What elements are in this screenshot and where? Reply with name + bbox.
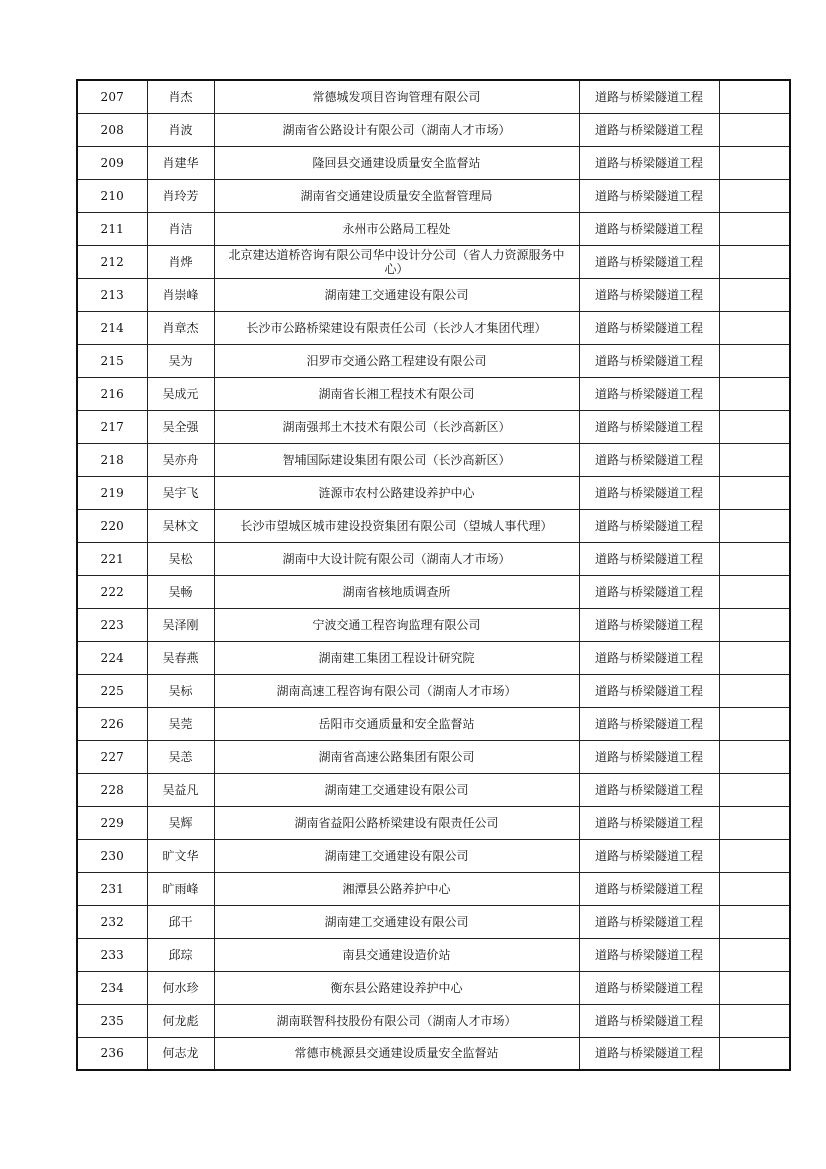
person-name-cell: 肖建华 bbox=[147, 146, 214, 179]
employer-cell: 汨罗市交通公路工程建设有限公司 bbox=[214, 344, 579, 377]
remark-cell bbox=[719, 1037, 790, 1070]
specialty-cell: 道路与桥梁隧道工程 bbox=[579, 905, 719, 938]
employer-cell: 永州市公路局工程处 bbox=[214, 212, 579, 245]
remark-cell bbox=[719, 245, 790, 278]
employer-cell: 湖南建工集团工程设计研究院 bbox=[214, 641, 579, 674]
remark-cell bbox=[719, 905, 790, 938]
remark-cell bbox=[719, 377, 790, 410]
person-name-cell: 吴成元 bbox=[147, 377, 214, 410]
person-name-cell: 吴辉 bbox=[147, 806, 214, 839]
table-row bbox=[77, 542, 790, 575]
employer-cell: 湖南省核地质调查所 bbox=[214, 575, 579, 608]
employer-cell: 湖南建工交通建设有限公司 bbox=[214, 905, 579, 938]
specialty-cell: 道路与桥梁隧道工程 bbox=[579, 707, 719, 740]
employer-cell: 湖南省交通建设质量安全监督管理局 bbox=[214, 179, 579, 212]
person-name-cell: 吴为 bbox=[147, 344, 214, 377]
table-row bbox=[77, 806, 790, 839]
person-name-cell: 吴莞 bbox=[147, 707, 214, 740]
specialty-cell: 道路与桥梁隧道工程 bbox=[579, 146, 719, 179]
remark-cell bbox=[719, 212, 790, 245]
row-number-cell: 231 bbox=[77, 872, 147, 905]
table-row bbox=[77, 344, 790, 377]
row-number-cell: 227 bbox=[77, 740, 147, 773]
remark-cell bbox=[719, 608, 790, 641]
row-number-cell: 212 bbox=[77, 245, 147, 278]
specialty-cell: 道路与桥梁隧道工程 bbox=[579, 674, 719, 707]
person-name-cell: 吴松 bbox=[147, 542, 214, 575]
remark-cell bbox=[719, 476, 790, 509]
specialty-cell: 道路与桥梁隧道工程 bbox=[579, 641, 719, 674]
remark-cell bbox=[719, 113, 790, 146]
table-row bbox=[77, 839, 790, 872]
employer-cell: 湖南高速工程咨询有限公司（湖南人才市场） bbox=[214, 674, 579, 707]
remark-cell bbox=[719, 839, 790, 872]
table-row bbox=[77, 740, 790, 773]
specialty-cell: 道路与桥梁隧道工程 bbox=[579, 872, 719, 905]
row-number-cell: 216 bbox=[77, 377, 147, 410]
remark-cell bbox=[719, 773, 790, 806]
table-row bbox=[77, 245, 790, 278]
person-name-cell: 吴益凡 bbox=[147, 773, 214, 806]
table-row bbox=[77, 212, 790, 245]
table-row bbox=[77, 773, 790, 806]
remark-cell bbox=[719, 146, 790, 179]
specialty-cell: 道路与桥梁隧道工程 bbox=[579, 938, 719, 971]
table-row bbox=[77, 146, 790, 179]
row-number-cell: 236 bbox=[77, 1037, 147, 1070]
row-number-cell: 234 bbox=[77, 971, 147, 1004]
person-name-cell: 吴畅 bbox=[147, 575, 214, 608]
person-name-cell: 何龙彪 bbox=[147, 1004, 214, 1037]
table-row bbox=[77, 971, 790, 1004]
table-row bbox=[77, 509, 790, 542]
person-name-cell: 吴恙 bbox=[147, 740, 214, 773]
table-row bbox=[77, 80, 790, 113]
remark-cell bbox=[719, 278, 790, 311]
person-name-cell: 吴泽刚 bbox=[147, 608, 214, 641]
table-row bbox=[77, 377, 790, 410]
table-row bbox=[77, 905, 790, 938]
remark-cell bbox=[719, 971, 790, 1004]
person-name-cell: 吴全强 bbox=[147, 410, 214, 443]
specialty-cell: 道路与桥梁隧道工程 bbox=[579, 740, 719, 773]
remark-cell bbox=[719, 443, 790, 476]
specialty-cell: 道路与桥梁隧道工程 bbox=[579, 806, 719, 839]
remark-cell bbox=[719, 542, 790, 575]
employer-cell: 湖南省公路设计有限公司（湖南人才市场） bbox=[214, 113, 579, 146]
person-name-cell: 邱琮 bbox=[147, 938, 214, 971]
person-name-cell: 肖洁 bbox=[147, 212, 214, 245]
table-row bbox=[77, 707, 790, 740]
specialty-cell: 道路与桥梁隧道工程 bbox=[579, 509, 719, 542]
person-name-cell: 吴林文 bbox=[147, 509, 214, 542]
row-number-cell: 221 bbox=[77, 542, 147, 575]
remark-cell bbox=[719, 311, 790, 344]
table-row bbox=[77, 872, 790, 905]
specialty-cell: 道路与桥梁隧道工程 bbox=[579, 377, 719, 410]
person-name-cell: 何水珍 bbox=[147, 971, 214, 1004]
specialty-cell: 道路与桥梁隧道工程 bbox=[579, 311, 719, 344]
row-number-cell: 207 bbox=[77, 80, 147, 113]
table-row bbox=[77, 641, 790, 674]
person-name-cell: 旷雨峰 bbox=[147, 872, 214, 905]
remark-cell bbox=[719, 872, 790, 905]
remark-cell bbox=[719, 1004, 790, 1037]
specialty-cell: 道路与桥梁隧道工程 bbox=[579, 278, 719, 311]
remark-cell bbox=[719, 80, 790, 113]
row-number-cell: 228 bbox=[77, 773, 147, 806]
remark-cell bbox=[719, 806, 790, 839]
remark-cell bbox=[719, 938, 790, 971]
employer-cell: 常德市桃源县交通建设质量安全监督站 bbox=[214, 1037, 579, 1070]
remark-cell bbox=[719, 707, 790, 740]
specialty-cell: 道路与桥梁隧道工程 bbox=[579, 773, 719, 806]
person-name-cell: 旷文华 bbox=[147, 839, 214, 872]
table-row bbox=[77, 443, 790, 476]
specialty-cell: 道路与桥梁隧道工程 bbox=[579, 971, 719, 1004]
person-name-cell: 吴宇飞 bbox=[147, 476, 214, 509]
row-number-cell: 215 bbox=[77, 344, 147, 377]
row-number-cell: 226 bbox=[77, 707, 147, 740]
employer-cell: 北京建达道桥咨询有限公司华中设计分公司（省人力资源服务中心） bbox=[214, 245, 579, 278]
employer-cell: 涟源市农村公路建设养护中心 bbox=[214, 476, 579, 509]
row-number-cell: 214 bbox=[77, 311, 147, 344]
roster-table bbox=[76, 79, 791, 1071]
person-name-cell: 肖杰 bbox=[147, 80, 214, 113]
row-number-cell: 222 bbox=[77, 575, 147, 608]
person-name-cell: 肖波 bbox=[147, 113, 214, 146]
row-number-cell: 224 bbox=[77, 641, 147, 674]
row-number-cell: 211 bbox=[77, 212, 147, 245]
specialty-cell: 道路与桥梁隧道工程 bbox=[579, 212, 719, 245]
employer-cell: 长沙市公路桥梁建设有限责任公司（长沙人才集团代理） bbox=[214, 311, 579, 344]
remark-cell bbox=[719, 641, 790, 674]
row-number-cell: 218 bbox=[77, 443, 147, 476]
specialty-cell: 道路与桥梁隧道工程 bbox=[579, 80, 719, 113]
employer-cell: 宁波交通工程咨询监理有限公司 bbox=[214, 608, 579, 641]
row-number-cell: 235 bbox=[77, 1004, 147, 1037]
row-number-cell: 232 bbox=[77, 905, 147, 938]
row-number-cell: 225 bbox=[77, 674, 147, 707]
specialty-cell: 道路与桥梁隧道工程 bbox=[579, 476, 719, 509]
employer-cell: 湖南省益阳公路桥梁建设有限责任公司 bbox=[214, 806, 579, 839]
table-row bbox=[77, 476, 790, 509]
employer-cell: 南县交通建设造价站 bbox=[214, 938, 579, 971]
specialty-cell: 道路与桥梁隧道工程 bbox=[579, 410, 719, 443]
employer-cell: 湖南中大设计院有限公司（湖南人才市场） bbox=[214, 542, 579, 575]
row-number-cell: 229 bbox=[77, 806, 147, 839]
remark-cell bbox=[719, 179, 790, 212]
employer-cell: 长沙市望城区城市建设投资集团有限公司（望城人事代理） bbox=[214, 509, 579, 542]
person-name-cell: 肖崇峰 bbox=[147, 278, 214, 311]
employer-cell: 湖南联智科技股份有限公司（湖南人才市场） bbox=[214, 1004, 579, 1037]
remark-cell bbox=[719, 410, 790, 443]
table-row bbox=[77, 410, 790, 443]
employer-cell: 湖南省长湘工程技术有限公司 bbox=[214, 377, 579, 410]
specialty-cell: 道路与桥梁隧道工程 bbox=[579, 1037, 719, 1070]
remark-cell bbox=[719, 509, 790, 542]
specialty-cell: 道路与桥梁隧道工程 bbox=[579, 608, 719, 641]
table-row bbox=[77, 608, 790, 641]
table-row bbox=[77, 278, 790, 311]
remark-cell bbox=[719, 674, 790, 707]
specialty-cell: 道路与桥梁隧道工程 bbox=[579, 839, 719, 872]
employer-cell: 湖南省高速公路集团有限公司 bbox=[214, 740, 579, 773]
row-number-cell: 219 bbox=[77, 476, 147, 509]
table-row bbox=[77, 938, 790, 971]
table-row bbox=[77, 311, 790, 344]
row-number-cell: 213 bbox=[77, 278, 147, 311]
person-name-cell: 肖章杰 bbox=[147, 311, 214, 344]
table-row bbox=[77, 674, 790, 707]
employer-cell: 隆回县交通建设质量安全监督站 bbox=[214, 146, 579, 179]
specialty-cell: 道路与桥梁隧道工程 bbox=[579, 245, 719, 278]
person-name-cell: 吴亦舟 bbox=[147, 443, 214, 476]
row-number-cell: 223 bbox=[77, 608, 147, 641]
table-row bbox=[77, 113, 790, 146]
employer-cell: 衡东县公路建设养护中心 bbox=[214, 971, 579, 1004]
specialty-cell: 道路与桥梁隧道工程 bbox=[579, 443, 719, 476]
row-number-cell: 220 bbox=[77, 509, 147, 542]
row-number-cell: 210 bbox=[77, 179, 147, 212]
employer-cell: 常德城发项目咨询管理有限公司 bbox=[214, 80, 579, 113]
row-number-cell: 233 bbox=[77, 938, 147, 971]
row-number-cell: 208 bbox=[77, 113, 147, 146]
remark-cell bbox=[719, 344, 790, 377]
specialty-cell: 道路与桥梁隧道工程 bbox=[579, 575, 719, 608]
person-name-cell: 何志龙 bbox=[147, 1037, 214, 1070]
person-name-cell: 肖烨 bbox=[147, 245, 214, 278]
table-row bbox=[77, 1037, 790, 1070]
person-name-cell: 吴春燕 bbox=[147, 641, 214, 674]
remark-cell bbox=[719, 575, 790, 608]
table-row bbox=[77, 1004, 790, 1037]
row-number-cell: 230 bbox=[77, 839, 147, 872]
specialty-cell: 道路与桥梁隧道工程 bbox=[579, 542, 719, 575]
employer-cell: 湖南强邦土木技术有限公司（长沙高新区） bbox=[214, 410, 579, 443]
table-row bbox=[77, 179, 790, 212]
specialty-cell: 道路与桥梁隧道工程 bbox=[579, 1004, 719, 1037]
specialty-cell: 道路与桥梁隧道工程 bbox=[579, 179, 719, 212]
person-name-cell: 肖玲芳 bbox=[147, 179, 214, 212]
specialty-cell: 道路与桥梁隧道工程 bbox=[579, 344, 719, 377]
employer-cell: 湘潭县公路养护中心 bbox=[214, 872, 579, 905]
row-number-cell: 209 bbox=[77, 146, 147, 179]
roster-table-body bbox=[77, 80, 790, 1070]
person-name-cell: 邱干 bbox=[147, 905, 214, 938]
row-number-cell: 217 bbox=[77, 410, 147, 443]
employer-cell: 湖南建工交通建设有限公司 bbox=[214, 773, 579, 806]
specialty-cell: 道路与桥梁隧道工程 bbox=[579, 113, 719, 146]
employer-cell: 湖南建工交通建设有限公司 bbox=[214, 839, 579, 872]
employer-cell: 岳阳市交通质量和安全监督站 bbox=[214, 707, 579, 740]
employer-cell: 湖南建工交通建设有限公司 bbox=[214, 278, 579, 311]
table-row bbox=[77, 575, 790, 608]
remark-cell bbox=[719, 740, 790, 773]
employer-cell: 智埔国际建设集团有限公司（长沙高新区） bbox=[214, 443, 579, 476]
person-name-cell: 吴标 bbox=[147, 674, 214, 707]
